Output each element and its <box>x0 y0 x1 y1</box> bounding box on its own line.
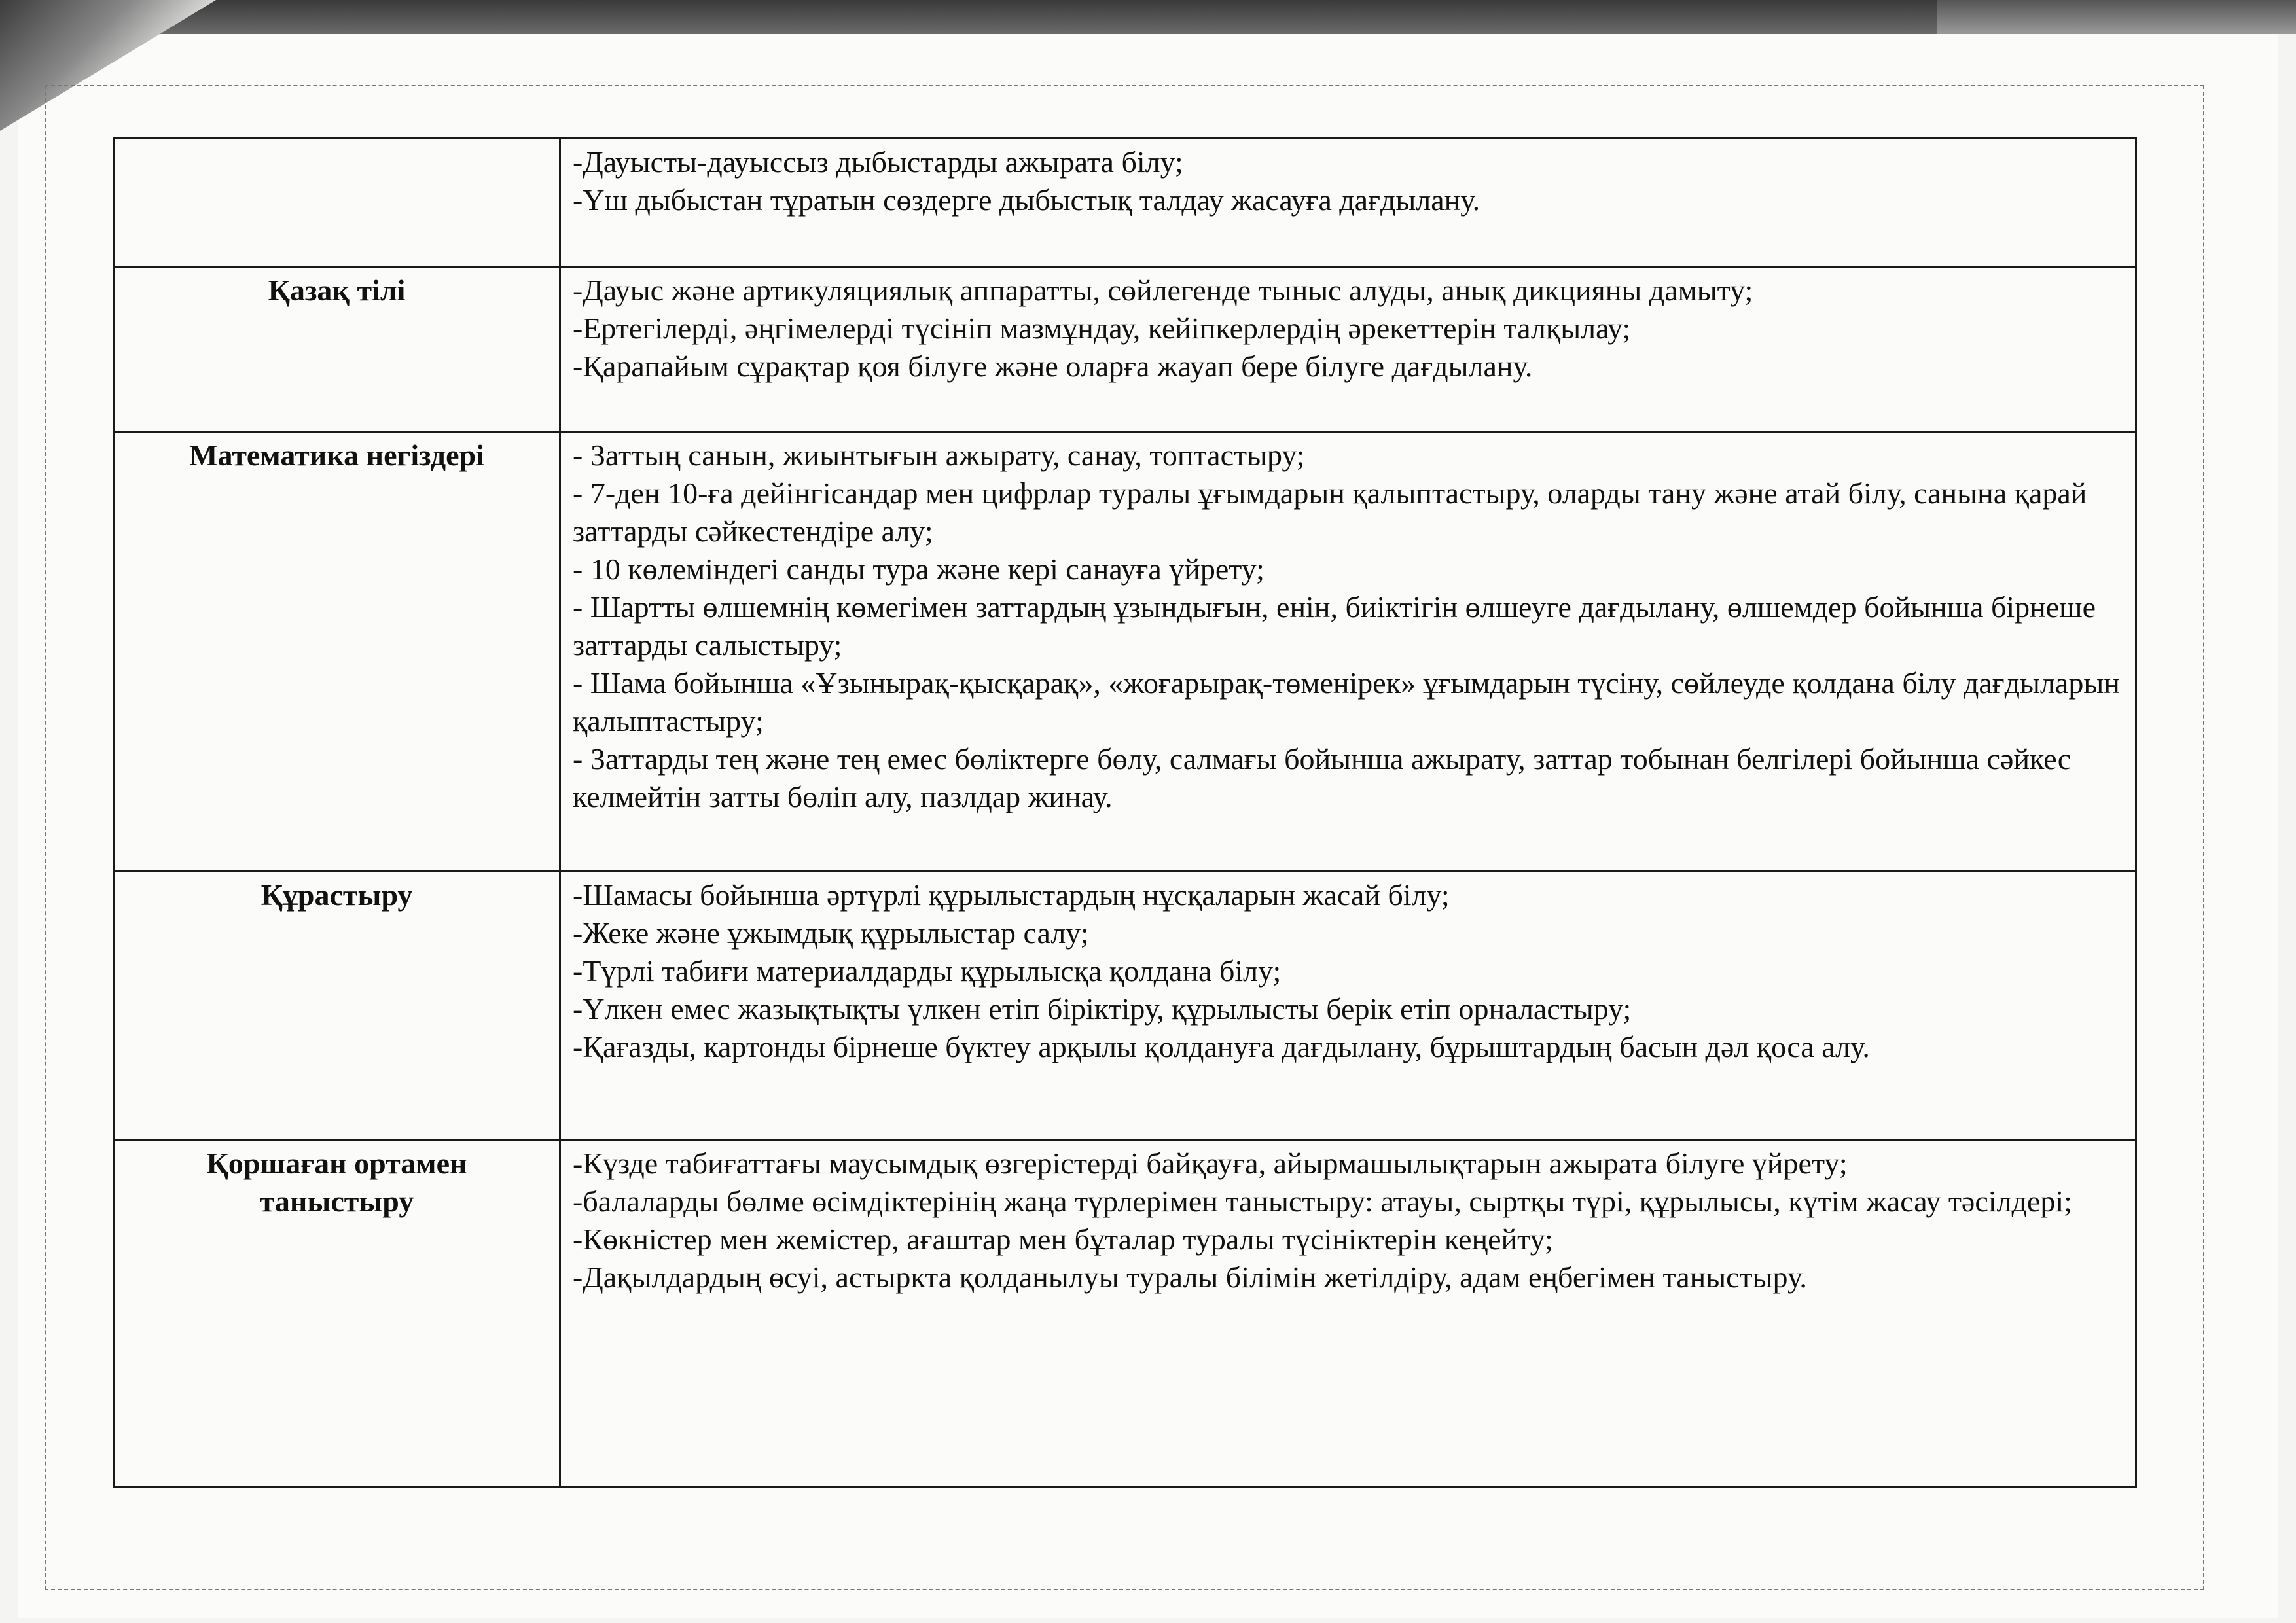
content-line: -Түрлі табиғи материалдарды құрылысқа қолдана білу; <box>573 954 1282 988</box>
content-line: -Дақылдардың өсуі, астыркта қолданылуы туралы білімін жетілдіру, адам еңбегімен таныстыру. <box>573 1260 1807 1294</box>
subject-cell: Құрастыру <box>114 872 560 1140</box>
content-line: -балаларды бөлме өсімдіктерінің жаңа түрлерімен таныстыру: атауы, сыртқы түрі, құрылысы, күтім жасау тәсілдері; <box>573 1185 2072 1218</box>
table-row <box>114 139 2136 267</box>
subject-cell: Қоршаған ортамен таныстыру <box>114 1140 560 1487</box>
content-line: -Шамасы бойынша әртүрлі құрылыстардың нұсқаларын жасай білу; <box>573 878 1450 912</box>
table-row <box>114 432 2136 872</box>
scanner-edge-right <box>1937 0 2296 34</box>
content-cell <box>560 139 2136 267</box>
content-line: - Заттарды тең және тең емес бөліктерге бөлу, салмағы бойынша ажырату, заттар тобынан белгілері бойынша сәйкес келмейтін затты бөліп алу, пазлдар жинау. <box>573 742 2072 813</box>
table-row <box>114 872 2136 1140</box>
content-line: -Үш дыбыстан тұратын сөздерге дыбыстық талдау жасауға дағдылану. <box>573 183 1480 217</box>
content-line: - Заттың санын, жиынтығын ажырату, санау, топтастыру; <box>573 438 1305 472</box>
subject-cell: Қазақ тілі <box>114 267 560 432</box>
table-row <box>114 267 2136 432</box>
content-line: - 7-ден 10-ға дейінгісандар мен цифрлар туралы ұғымдарын қалыптастыру, оларды тану және атай білу, санына қарай заттарды сәйкестендіре алу; <box>573 476 2087 548</box>
content-line: - 10 көлеміндегі санды тура және кері санауға үйрету; <box>573 552 1265 586</box>
subject-cell <box>114 139 560 267</box>
content-cell <box>560 1140 2136 1487</box>
table-row <box>114 1140 2136 1487</box>
curriculum-table <box>113 137 2137 1488</box>
content-line: -Ертегілерді, әңгімелерді түсініп мазмұндау, кейіпкерлердің әрекеттерін талқылау; <box>573 312 1631 345</box>
content-cell <box>560 267 2136 432</box>
content-line: -Қарапайым сұрақтар қоя білуге және оларға жауап бере білуге дағдылану. <box>573 349 1533 383</box>
content-line: -Дауысты-дауыссыз дыбыстарды ажырата білу; <box>573 145 1183 179</box>
content-line: -Үлкен емес жазықтықты үлкен етіп біріктіру, құрылысты берік етіп орналастыру; <box>573 992 1632 1026</box>
subject-cell: Математика негіздері <box>114 432 560 872</box>
content-line: - Шама бойынша «Ұзынырақ-қысқарақ», «жоғарырақ-төменірек» ұғымдарын түсіну, сөйлеуде қолдана білу дағдыларын қалыптастыру; <box>573 666 2120 738</box>
content-line: - Шартты өлшемнің көмегімен заттардың ұзындығын, енін, биіктігін өлшеуге дағдылану, өлшемдер бойынша бірнеше заттарды салыстыру; <box>573 590 2096 662</box>
content-line: -Күзде табиғаттағы маусымдық өзгерістерді байқауға, айырмашылықтарын ажырата білуге үйрету; <box>573 1147 1848 1180</box>
content-line: -Жеке және ұжымдық құрылыстар салу; <box>573 916 1089 950</box>
content-line: -Қағазды, картонды бірнеше бүктеу арқылы қолдануға дағдылану, бұрыштардың басын дәл қоса алу. <box>573 1030 1870 1063</box>
content-line: -Көкністер мен жемістер, ағаштар мен бұталар туралы түсініктерін кеңейту; <box>573 1222 1553 1256</box>
content-cell <box>560 432 2136 872</box>
content-line: -Дауыс және артикуляциялық аппаратты, сөйлегенде тыныс алуды, анық дикцияны дамыту; <box>573 274 1753 307</box>
content-cell <box>560 872 2136 1140</box>
